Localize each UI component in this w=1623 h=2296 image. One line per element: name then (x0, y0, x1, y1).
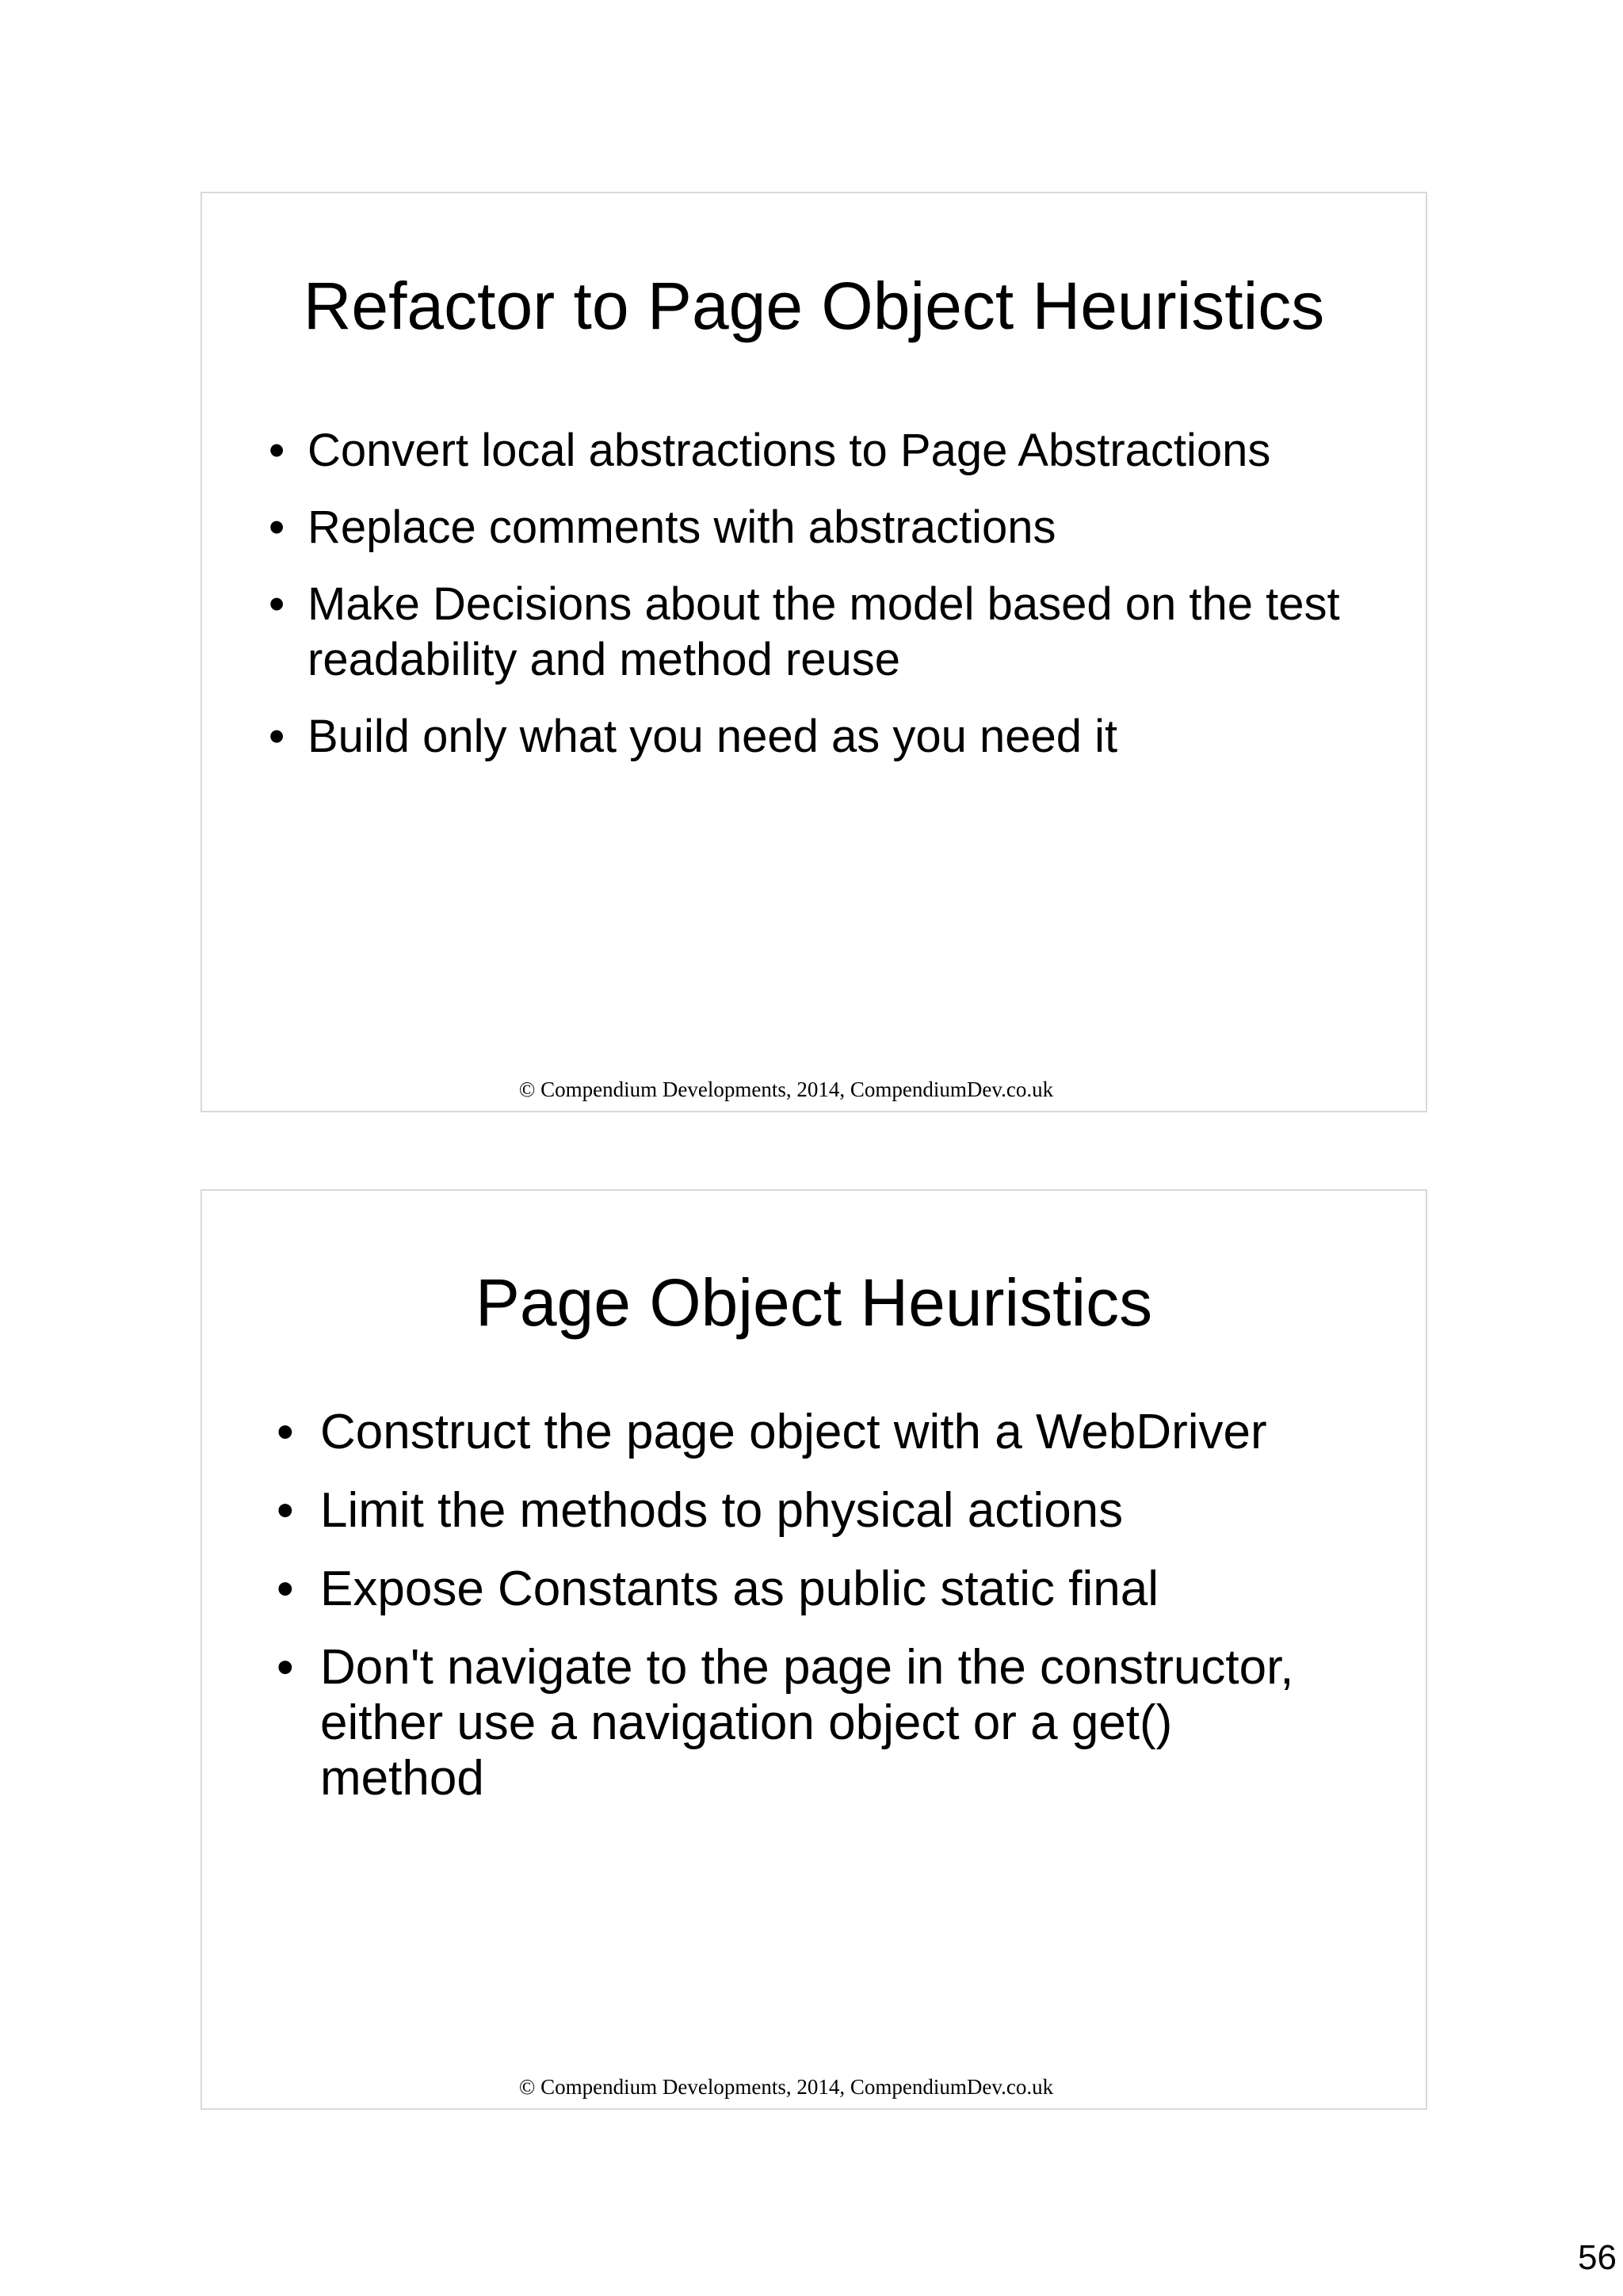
copyright-text: © Compendium Developments, 2014, CompendiumDev.co.uk (518, 2075, 1054, 2099)
page-number: 56 (1578, 2238, 1617, 2277)
bullet-icon: • (277, 1562, 294, 1616)
bullet-text: Build only what you need as you need it (307, 711, 1118, 762)
bullet-icon: • (277, 1640, 294, 1695)
bullet-icon: • (277, 1405, 294, 1459)
bullet-text: Limit the methods to physical actions (320, 1483, 1124, 1538)
bullet-text: Make Decisions about the model based on the test readability and method reuse (307, 578, 1340, 685)
bullet-item (269, 423, 1394, 479)
slide-title: Page Object Heuristics (475, 1265, 1153, 1340)
bullet-text: Expose Constants as public static final (320, 1562, 1159, 1616)
slide-footer (202, 1076, 1426, 1103)
bullet-icon: • (269, 578, 285, 630)
bullet-text: Construct the page object with a WebDriver (320, 1405, 1267, 1459)
bullet-text: Convert local abstractions to Page Abstractions (307, 425, 1271, 476)
slide-refactor-to-page-object-heuristics (200, 192, 1427, 1112)
bullet-text: Don't navigate to the page in the constructor, either use a navigation object or a get() method (320, 1640, 1294, 1806)
bullet-icon: • (269, 425, 285, 476)
bullet-item (277, 1405, 1402, 1460)
slide-page-object-heuristics (200, 1189, 1427, 2110)
bullet-icon: • (277, 1483, 294, 1538)
bullet-item (277, 1483, 1402, 1539)
bullet-icon: • (269, 711, 285, 762)
bullet-item (269, 500, 1394, 555)
slide-title: Refactor to Page Object Heuristics (303, 269, 1325, 343)
bullet-item (269, 577, 1354, 688)
copyright-text: © Compendium Developments, 2014, CompendiumDev.co.uk (518, 1077, 1054, 1101)
bullet-list (269, 423, 1394, 786)
bullet-text: Replace comments with abstractions (307, 502, 1056, 553)
bullet-item (269, 709, 1394, 765)
bullet-list (277, 1405, 1402, 1829)
bullet-item (277, 1562, 1402, 1617)
slide-footer (202, 2073, 1426, 2100)
bullet-item (277, 1640, 1307, 1806)
bullet-icon: • (269, 502, 285, 553)
